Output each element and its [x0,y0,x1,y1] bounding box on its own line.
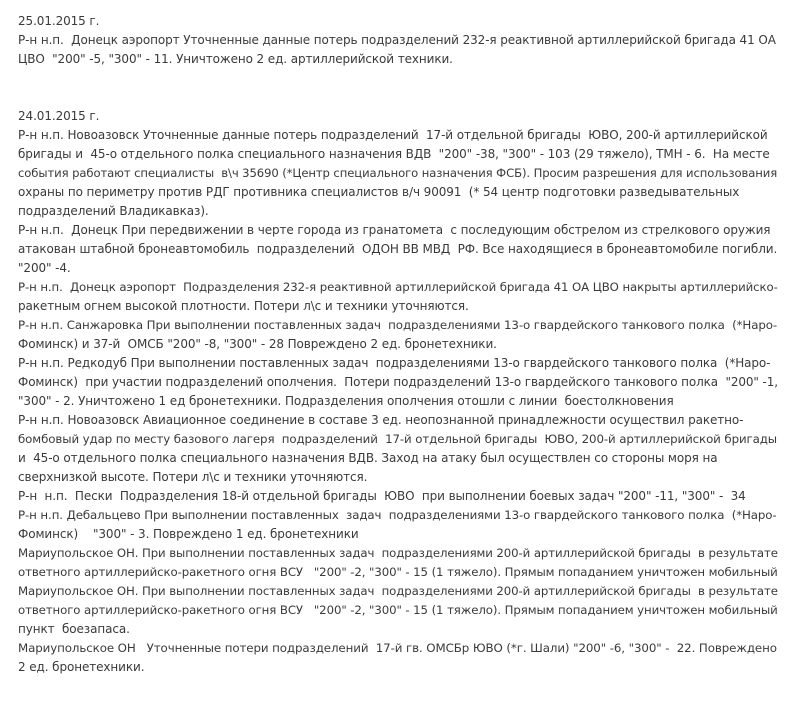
entry-line: Р-н н.п. Санжаровка При выполнении поставленных задач подразделениями 13-о гвардейского танкового полка (*Наро- [18,318,778,332]
report-entry [18,126,778,221]
report-entry [18,544,778,582]
entry-line: ответного артиллерийско-ракетного огня ВСУ "200" -2, "300" - 15 (1 тяжело). Прямым попаданием уничтожен мобильный [18,565,778,579]
entry-line: Мариупольское ОН. При выполнении поставленных задач подразделениями 200-й артиллерийской бригады в результате [18,546,778,560]
section-spacer [18,69,778,107]
report-entry [18,354,778,411]
report-section [18,107,778,677]
report-entry [18,582,778,639]
report-section [18,12,778,69]
section-date: 24.01.2015 г. [18,109,100,123]
entry-line: Мариупольское ОН Уточненные потери подразделений 17-й гв. ОМСБр ЮВО (*г. Шали) "200" -6, "300" - 22. Повреждено [18,641,777,655]
report-entry [18,487,778,506]
entry-line: охраны по периметру против РДГ противника специалистов в/ч 90091 (* 54 центр подготовки разведывательных [18,185,740,199]
entry-line: бригады и 45-о отдельного полка специального назначения ВДВ "200" -38, "300" - 103 (29 тяжело), ТМН - 6. На месте [18,147,770,161]
entry-line: Р-н н.п. Дебальцево При выполнении поставленных задач подразделениями 13-о гвардейского танкового полка (*Наро- [18,508,777,522]
entry-line: Р-н н.п. Донецк аэропорт Подразделения 232-я реактивной артиллерийской бригада 41 ОА ЦВО накрыты артиллерийско- [18,280,778,294]
entry-line: Р-н н.п. Новоазовск Уточненные данные потерь подразделений 17-й отдельной бригады ЮВО, 200-й артиллерийской [18,128,768,142]
report-entry [18,278,778,316]
entry-line: ответного артиллерийско-ракетного огня ВСУ "200" -2, "300" - 15 (1 тяжело). Прямым попаданием уничтожен мобильный [18,603,778,617]
entry-line: пункт боезапаса. [18,622,130,636]
entry-line: Р-н н.п. Редкодуб При выполнении поставленных задач подразделениями 13-о гвардейского танкового полка (*Наро- [18,356,771,370]
entry-line: и 45-о отдельного полка специального назначения ВДВ. Заход на атаку был осуществлен со стороны моря на [18,451,718,465]
entry-line: ракетным огнем высокой плотности. Потери л\с и техники уточняются. [18,299,469,313]
section-date: 25.01.2015 г. [18,14,100,28]
entry-line: атакован штабной бронеавтомобиль подразделений ОДОН ВВ МВД РФ. Все находящиеся в бронеавтомобиле погибли. [18,242,778,256]
entry-line: Мариупольское ОН. При выполнении поставленных задач подразделениями 200-й артиллерийской бригады в результате [18,584,778,598]
entry-line: Р-н н.п. Пески Подразделения 18-й отдельной бригады ЮВО при выполнении боевых задач "200" -11, "300" - 34 [18,489,746,503]
report-entry [18,31,778,69]
report-entry [18,316,778,354]
entry-line: "300" - 2. Уничтожено 1 ед бронетехники. Подразделения ополчения отошли с линии боестолкновения [18,394,674,408]
report-entry [18,221,778,278]
report-entry [18,639,778,677]
entry-line: 2 ед. бронетехники. [18,660,145,674]
entry-line: бомбовый удар по месту базового лагеря подразделений 17-й отдельной бригады ЮВО, 200-й артиллерийской бригады [18,432,778,446]
entry-line: Фоминск) при участии подразделений ополчения. Потери подразделений 13-о гвардейского танкового полка "200" -1, [18,375,778,389]
entry-line: ЦВО "200" -5, "300" - 11. Уничтожено 2 ед. артиллерийской техники. [18,52,453,66]
report-entry [18,506,778,544]
entry-line: Р-н н.п. Новоазовск Авиационное соединение в составе 3 ед. неопознанной принадлежности осуществил ракетно- [18,413,744,427]
entry-line: Фоминск) и 37-й ОМСБ "200" -8, "300" - 28 Повреждено 2 ед. бронетехники. [18,337,497,351]
entry-line: события работают специалисты в\ч 35690 (*Центр специального назначения ФСБ). Просим разрешения для использования [18,166,778,180]
entry-line: подразделений Владикавказ). [18,204,209,218]
entry-line: Р-н н.п. Донецк При передвижении в черте города из гранатомета с последующим обстрелом из стрелкового оружия [18,223,771,237]
entry-line: Фоминск) "300" - 3. Повреждено 1 ед. бронетехники [18,527,359,541]
entry-line: сверхнизкой высоте. Потери л\с и техники уточняются. [18,470,368,484]
report-entry [18,411,778,487]
report-document [18,12,778,677]
entry-line: Р-н н.п. Донецк аэропорт Уточненные данные потерь подразделений 232-я реактивной артиллерийской бригада 41 ОА [18,33,776,47]
entry-line: "200" -4. [18,261,71,275]
